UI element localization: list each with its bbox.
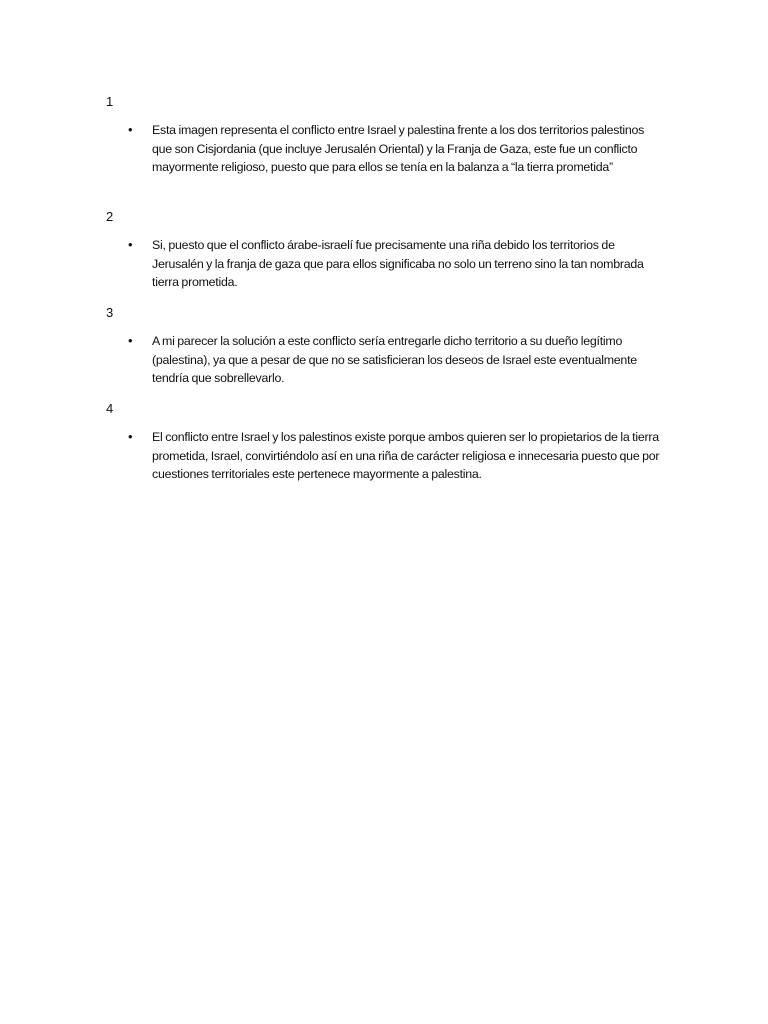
answer-text: El conflicto entre Israel y los palestinos existe porque ambos quieren ser lo propietarios de la tierra prometida, Israel, convirtiéndolo así en una riña de carácter religiosa e innecesaria puesto que por cuestiones territoriales este pertenece mayormente a palestina. (152, 430, 660, 481)
bullet-icon: • (128, 122, 133, 137)
answer-text: Esta imagen representa el conflicto entre Israel y palestina frente a los dos territorios palestinos que son Cisjordania (que incluye Jerusalén Oriental) y la Franja de Gaza, este fue un conflicto mayormente religioso, puesto que para ellos se tenía en la balanza a “la tierra prometida” (152, 123, 645, 174)
bullet-icon: • (128, 237, 133, 252)
question-number: 1 (106, 94, 114, 109)
bullet-icon: • (128, 333, 133, 348)
question-number: 2 (106, 209, 114, 224)
answer-text: A mi parecer la solución a este conflicto sería entregarle dicho territorio a su dueño legítimo (palestina), ya que a pesar de que no se satisficieran los deseos de Israel este eventualmente tendría que sobrellevarlo. (152, 334, 637, 385)
question-number: 3 (106, 305, 114, 320)
answer-text: Si, puesto que el conflicto árabe-israelí fue precisamente una riña debido los territorios de Jerusalén y la franja de gaza que para ellos significaba no solo un terreno sino la tan nombrada tierra prometida. (152, 238, 644, 289)
bullet-icon: • (128, 429, 133, 444)
question-number: 4 (106, 401, 114, 416)
